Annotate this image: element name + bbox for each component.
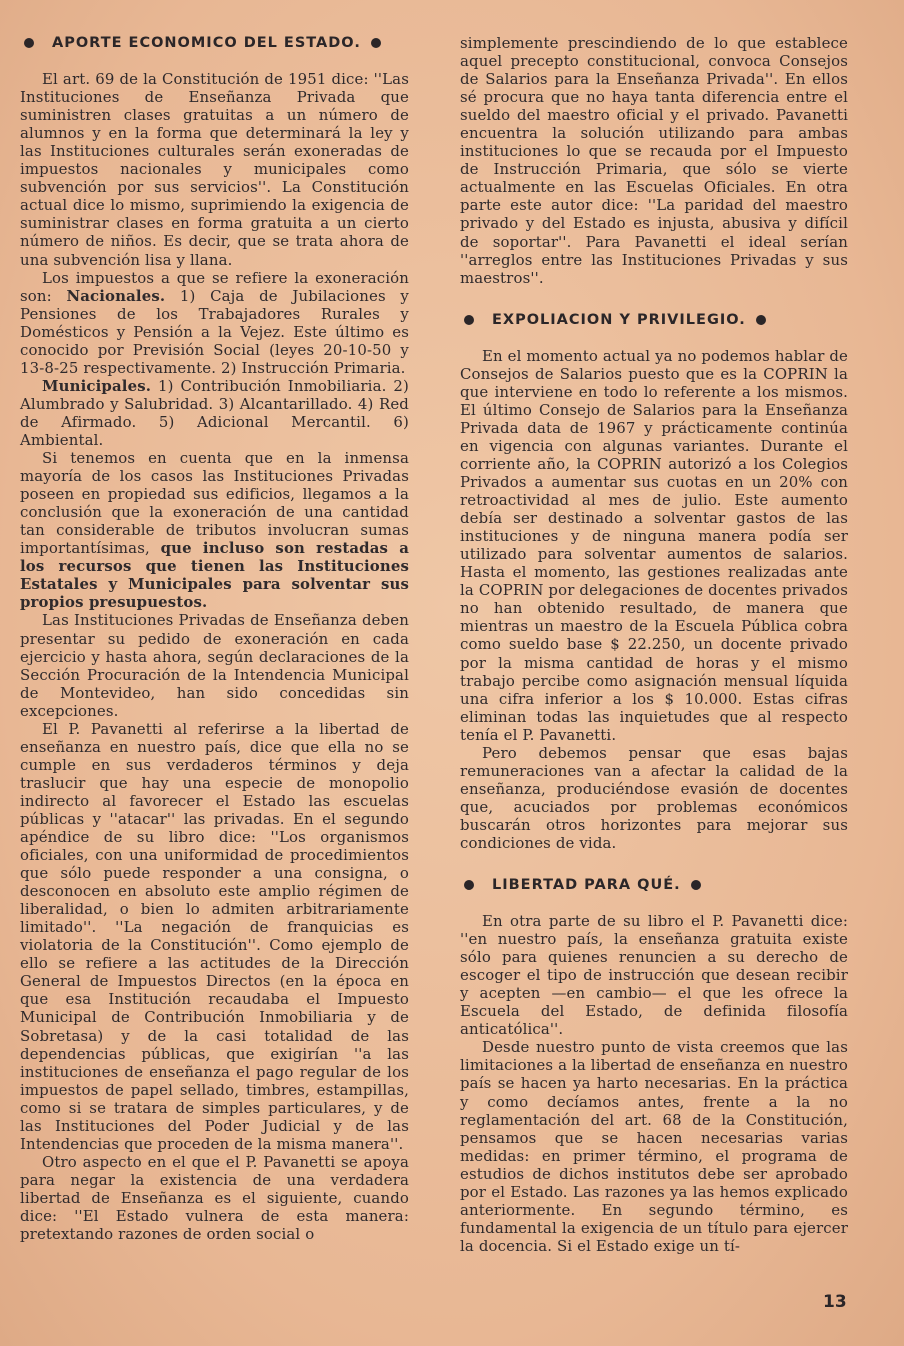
page-number: 13 [823, 1292, 847, 1312]
bold-emphasis: que incluso son restadas a los recursos que tienen las Instituciones Estatales y Municipales para solventar sus propios presupuestos. [20, 539, 409, 612]
heading-text: LIBERTAD PARA QUÉ. [492, 877, 681, 894]
text-run: 1) Contribución Inmobiliaria. 2) Alumbrado y Salubridad. 3) Alcantarillado. 4) Red de Afirmado. 5) Adicional Mercantil. 6) Ambiental. [20, 376, 409, 449]
text-run: 1) Caja de Jubilaciones y Pensiones de los Trabajadores Rurales y Domésticos y Pensión a la Vejez. Este último es conocido por Previsión Social (leyes 20-10-50 y 13-8-25 respectivamente. 2) Instrucción Primaria. [20, 286, 409, 377]
bullet-icon [756, 315, 766, 325]
paragraph [20, 449, 409, 611]
left-column [20, 34, 409, 1243]
text-run: Si tenemos en cuenta que en la inmensa mayoría de los casos las Instituciones Privadas poseen en propiedad sus edificios, llegamos a la conclusión que la exoneración de una cantidad tan considerable de tributos involucran sumas importantísimas, [20, 449, 409, 558]
section-heading-expoliacion [460, 311, 848, 329]
paragraph [20, 377, 409, 449]
section-heading-aporte [20, 34, 409, 52]
paragraph: Pero debemos pensar que esas bajas remuneraciones van a afectar la calidad de la enseñanza, produciéndose evasión de docentes que, acuciados por problemas económicos buscarán otros horizontes para mejorar sus condiciones de vida. [460, 743, 848, 852]
text-run: Los impuestos a que se refiere la exoneración son: [20, 268, 409, 305]
section-heading-libertad [460, 876, 848, 894]
bold-term-nacionales: Nacionales. [66, 286, 166, 305]
heading-text: EXPOLIACION Y PRIVILEGIO. [492, 311, 746, 328]
bullet-icon [371, 38, 381, 48]
paragraph: El art. 69 de la Constitución de 1951 dice: ''Las Instituciones de Enseñanza Privada que suministren clases gratuitas a un número de alumnos y en la forma que determinará la ley y las Instituciones culturales serán exoneradas de impuestos nacionales y municipales como subvención por sus servicios''. La Constitución actual dice lo mismo, suprimiendo la exigencia de suministrar clases en forma gratuita a un cierto número de niños. Es decir, que se trata ahora de una subvención lisa y llana. [20, 70, 409, 269]
bullet-icon [464, 315, 474, 325]
paragraph: Desde nuestro punto de vista creemos que las limitaciones a la libertad de enseñanza en nuestro país se hacen ya harto necesarias. En la práctica y como decíamos antes, frente a la no reglamentación del art. 68 de la Constitución, pensamos que se hacen necesarias varias medidas: en primer término, el programa de estudios de dichos institutos debe ser aprobado por el Estado. Las razones ya las hemos explicado anteriormente. En segundo término, es fundamental la exigencia de un título para ejercer la docencia. Si el Estado exige un tí- [460, 1038, 848, 1255]
paragraph [20, 269, 409, 377]
paragraph-continued: simplemente prescindiendo de lo que establece aquel precepto constitucional, convoca Consejos de Salarios para la Enseñanza Privada''. En ellos sé procura que no haya tanta diferencia entre el sueldo del maestro oficial y el privado. Pavanetti encuentra la solución utilizando para ambas instituciones lo que se recauda por el Impuesto de Instrucción Primaria, que sólo se vierte actualmente en las Escuelas Oficiales. En otra parte este autor dice: ''La paridad del maestro privado y del Estado es injusta, abusiva y difícil de soportar''. Para Pavanetti el ideal serían ''arreglos entre las Instituciones Privadas y sus maestros''. [460, 34, 848, 287]
paragraph: En el momento actual ya no podemos hablar de Consejos de Salarios puesto que es la COPRIN la que interviene en todo lo referente a los mismos. El último Consejo de Salarios para la Enseñanza Privada data de 1967 y prácticamente continúa en vigencia con algunas variantes. Durante el corriente año, la COPRIN autorizó a los Colegios Privados a aumentar sus cuotas en un 20% con retroactividad al mes de julio. Este aumento debía ser destinado a solventar gastos de las instituciones y de ninguna manera podía ser utilizado para solventar aumentos de salarios. Hasta el momento, las gestiones realizadas ante la COPRIN por delegaciones de docentes privados no han obtenido resultado, de manera que mientras un maestro de la Escuela Pública cobra como sueldo base $ 22.250, un docente privado por la misma cantidad de horas y el mismo trabajo percibe como asignación mensual líquida una cifra inferior a los $ 10.000. Estas cifras eliminan todas las inquietudes que al respecto tenía el P. Pavanetti. [460, 346, 849, 744]
right-column [460, 34, 848, 1255]
bullet-icon [464, 880, 474, 890]
paragraph: En otra parte de su libro el P. Pavanetti dice: ''en nuestro país, la enseñanza gratuita existe sólo para quienes renuncien a su derecho de escoger el tipo de instrucción que desean recibir y acepten —en cambio— el que les ofrece la Escuela del Estado, de definida filosofía anticatólica''. [460, 912, 848, 1039]
bold-term-municipales: Municipales. [42, 376, 152, 395]
heading-text: APORTE ECONOMICO DEL ESTADO. [52, 35, 361, 51]
paragraph: Otro aspecto en el que el P. Pavanetti se apoya para negar la existencia de una verdadera libertad de Enseñanza es el siguiente, cuando dice: ''El Estado vulnera de esta manera: pretextando razones de orden social o [20, 1152, 409, 1244]
bullet-icon [691, 880, 701, 890]
paragraph: El P. Pavanetti al referirse a la libertad de enseñanza en nuestro país, dice que ella no se cumple en sus verdaderos términos y deja traslucir que hay una especie de monopolio indirecto al favorecer el Estado las escuelas públicas y ''atacar'' las privadas. En el segundo apéndice de su libro dice: ''Los organismos oficiales, con una uniformidad de procedimientos que sólo puede responder a una consigna, o desconocen en absoluto este amplio régimen de liberalidad, o bien lo admiten arbitrariamente limitado''. ''La negación de franquicias es violatoria de la Constitución''. Como ejemplo de ello se refiere a las actitudes de la Dirección General de Impuestos Directos (en la época en que esa Institución recaudaba el Impuesto Municipal de Contribución Inmobiliaria y de Sobretasa) y de la casi totalidad de las dependencias públicas, que exigirían ''a las instituciones de enseñanza el pago regular de los impuestos de papel sellado, timbres, estampillas, como si se tratara de simples particulares, y de las Instituciones del Poder Judicial y de las Intendencias que proceden de la misma manera''. [20, 719, 409, 1153]
paragraph: Las Instituciones Privadas de Enseñanza deben presentar su pedido de exoneración en cada ejercicio y hasta ahora, según declaraciones de la Sección Procuración de la Intendencia Municipal de Montevideo, han sido concedidas sin excepciones. [20, 611, 409, 720]
bullet-icon [24, 38, 34, 48]
